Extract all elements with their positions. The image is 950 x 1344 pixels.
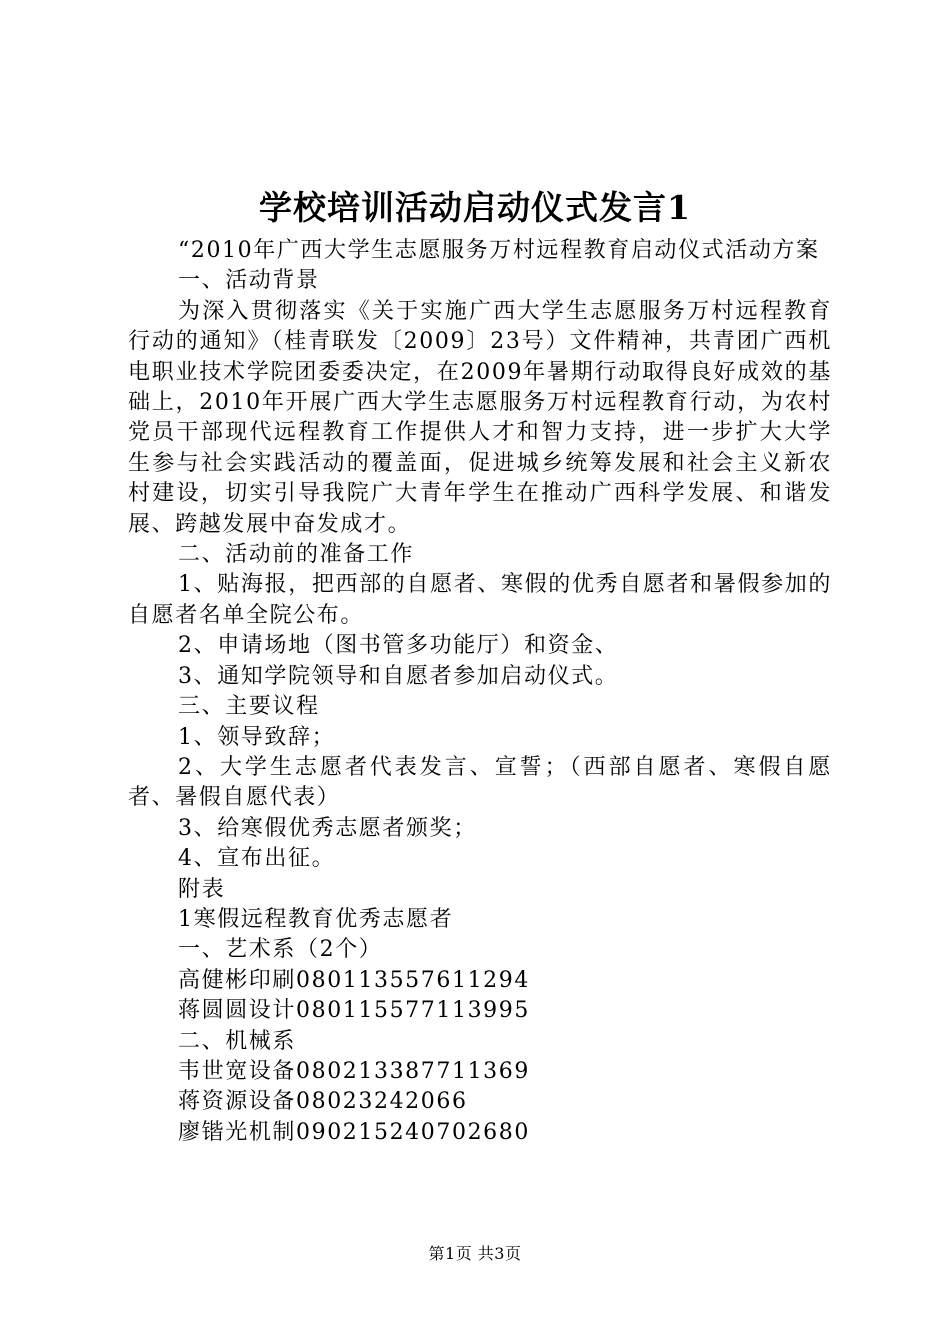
list-item: 2、大学生志愿者代表发言、宣誓；（西部自愿者、寒假自愿者、暑假自愿代表） <box>128 754 832 811</box>
document-body <box>128 236 832 1148</box>
appendix-subheading: 1寒假远程教育优秀志愿者 <box>178 906 454 932</box>
list-item: 1、领导致辞； <box>178 724 336 750</box>
volunteer-entry: 蒋圆圆设计080115577113995 <box>178 998 530 1024</box>
section-heading: 二、活动前的准备工作 <box>178 542 415 568</box>
volunteer-entry: 韦世宽设备080213387711369 <box>178 1058 530 1084</box>
volunteer-entry: 廖锴光机制090215240702680 <box>178 1119 530 1145</box>
list-item: 2、申请场地（图书管多功能厅）和资金、 <box>178 633 619 659</box>
list-item: 3、通知学院领导和自愿者参加启动仪式。 <box>178 663 619 689</box>
section-heading: 三、主要议程 <box>178 694 320 720</box>
department-heading: 二、机械系 <box>178 1028 297 1054</box>
list-item: 1、贴海报，把西部的自愿者、寒假的优秀自愿者和暑假参加的自愿者名单全院公布。 <box>128 572 832 628</box>
department-heading: 一、艺术系（2个） <box>178 937 383 963</box>
paragraph: “2010年广西大学生志愿服务万村远程教育启动仪式活动方案 <box>178 238 820 263</box>
volunteer-entry: 高健彬印刷080113557611294 <box>178 967 530 993</box>
paragraph: 为深入贯彻落实《关于实施广西大学生志愿服务万村远程教育行动的通知》（桂青联发〔2009〕23号）文件精神，共青团广西机电职业技术学院团委委决定，在2009年暑期行动取得良好成效的基础上，2010年开展广西大学生志愿服务万村远程教育行动，为农村党员干部现代远程教育工作提供人才和智力支持，进一步扩大大学生参与社会实践活动的覆盖面，促进城乡统筹发展和社会主义新农村建设，切实引导我院广大青年学生在推动广西科学发展、和谐发展、跨越发展中奋发成才。 <box>128 298 832 537</box>
list-item: 4、宣布出征。 <box>178 846 336 872</box>
volunteer-entry: 蒋资源设备08023242066 <box>178 1089 468 1115</box>
document-title: 学校培训活动启动仪式发言1 <box>259 188 691 227</box>
list-item: 3、给寒假优秀志愿者颁奖； <box>178 815 477 841</box>
page-number: 第1页 共3页 <box>428 1244 522 1263</box>
appendix-heading: 附表 <box>178 876 226 902</box>
section-heading: 一、活动背景 <box>178 268 320 294</box>
